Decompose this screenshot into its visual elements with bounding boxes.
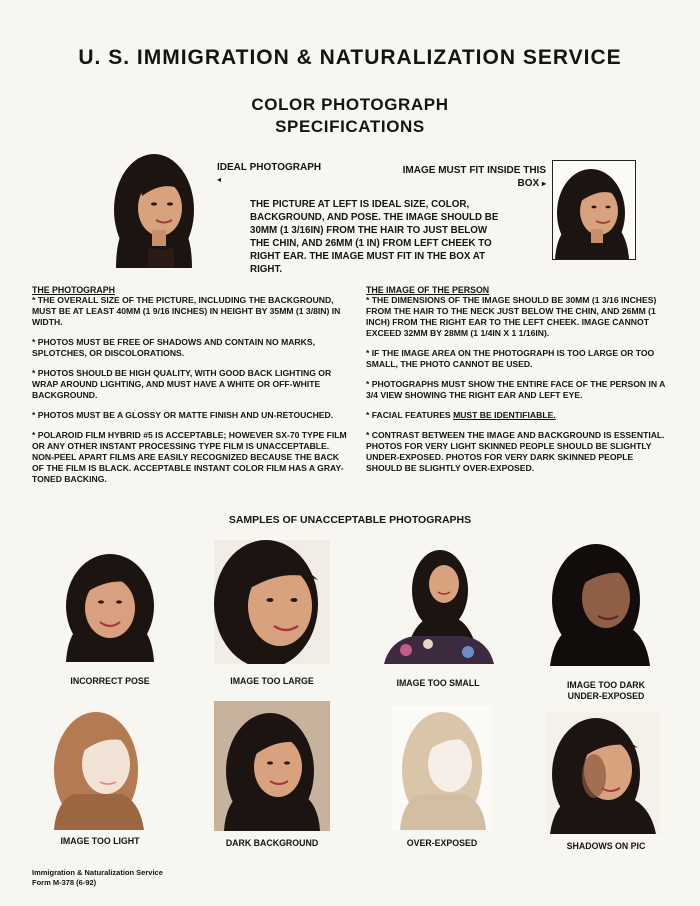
caption-line: UNDER-EXPOSED — [567, 691, 645, 701]
ideal-photograph-label: IDEAL PHOTOGRAPH — [217, 162, 322, 173]
facial-emphasis: MUST BE IDENTIFIABLE. — [453, 410, 556, 420]
form-footer — [32, 868, 163, 888]
photograph-paragraph: * POLAROID FILM HYBRID #5 IS ACCEPTABLE; HOWEVER SX-70 TYPE FILM OR ANY OTHER INSTANT PROCESSING TYPE FILM IS UNACCEPTABLE. NON-PEEL APART FILMS ARE EASILY RECOGNIZED BECAUSE THE BACK OF THE FILM IS BLACK. ACCEPTABLE INSTANT COLOR FILM HAS A GRAY-TONED BACKING. — [32, 430, 347, 484]
footer-agency: Immigration & Naturalization Service — [32, 868, 163, 877]
photograph-paragraph: * PHOTOS SHOULD BE HIGH QUALITY, WITH GOOD BACK LIGHTING OR WRAP AROUND LIGHTING, AND MUST HAVE A WHITE OR OFF-WHITE BACKGROUND. — [32, 368, 332, 400]
ideal-photograph — [102, 150, 202, 268]
sample-over-exposed — [392, 706, 492, 830]
ideal-description: THE PICTURE AT LEFT IS IDEAL SIZE, COLOR, BACKGROUND, AND POSE. THE IMAGE SHOULD BE 30MM (1 3/16IN) FROM THE HAIR TO JUST BELOW THE CHIN, AND 26MM (1 IN) FROM LEFT CHEEK TO RIGHT EAR. THE IMAGE MUST FIT IN THE BOX AT RIGHT. — [250, 199, 499, 275]
sample-image-too-dark — [546, 540, 656, 666]
portrait-sample-3 — [384, 540, 494, 664]
facial-prefix: * FACIAL FEATURES — [366, 410, 454, 420]
arrow-left-icon: ◂ — [217, 175, 222, 184]
caption-line: IMAGE TOO DARK — [566, 680, 646, 690]
person-heading: THE IMAGE OF THE PERSON — [366, 285, 490, 295]
sample-image-too-large — [214, 540, 330, 664]
sample-image-too-small — [384, 540, 494, 664]
photograph-heading: THE PHOTOGRAPH — [32, 285, 115, 295]
portrait-sample-8 — [546, 712, 660, 834]
portrait-sample-7 — [392, 706, 492, 830]
box-label-line-1: IMAGE MUST FIT INSIDE THIS — [402, 165, 546, 176]
arrow-right-icon: ▸ — [541, 179, 546, 188]
sample-incorrect-pose — [58, 550, 162, 662]
caption-image-too-light: IMAGE TOO LIGHT — [60, 836, 140, 846]
person-paragraph: * THE DIMENSIONS OF THE IMAGE SHOULD BE 30MM (1 3/16 INCHES) FROM THE HAIR TO THE NECK JUST BELOW THE CHIN, AND 26MM (1 INCH) FROM THE RIGHT EAR TO THE LEFT CHEEK. IMAGE CANNOT EXCEED 32MM BY 28MM (1 1/4IN X 1 1/16IN). — [366, 295, 657, 338]
person-paragraph: * IF THE IMAGE AREA ON THE PHOTOGRAPH IS TOO LARGE OR TOO SMALL, THE PHOTO CANNOT BE USED. — [366, 348, 655, 369]
portrait-sample-4 — [546, 540, 656, 666]
photograph-section — [32, 285, 352, 494]
caption-image-too-large: IMAGE TOO LARGE — [230, 676, 314, 686]
photograph-paragraph: * THE OVERALL SIZE OF THE PICTURE, INCLUDING THE BACKGROUND, MUST BE AT LEAST 40MM (1 9/16 INCHES) IN HEIGHT BY 35MM (1 3/8IN) IN WIDTH. — [32, 295, 341, 327]
subtitle-line-2: SPECIFICATIONS — [275, 117, 425, 136]
sample-image-too-light — [48, 706, 150, 830]
box-label-line-2: BOX — [517, 178, 540, 189]
photograph-paragraph: * PHOTOS MUST BE FREE OF SHADOWS AND CONTAIN NO MARKS, SPLOTCHES, OR DISCOLORATIONS. — [32, 337, 315, 358]
contrast-paragraph: * CONTRAST BETWEEN THE IMAGE AND BACKGROUND IS ESSENTIAL. PHOTOS FOR VERY LIGHT SKINNED PEOPLE SHOULD BE SLIGHTLY UNDER-EXPOSED. PHOTOS FOR VERY DARK SKINNED PEOPLE SHOULD BE SLIGHTLY OVER-EXPOSED. — [366, 430, 665, 473]
samples-heading: SAMPLES OF UNACCEPTABLE PHOTOGRAPHS — [228, 514, 472, 526]
portrait-sample-1 — [58, 550, 162, 662]
caption-shadows-on-pic: SHADOWS ON PIC — [566, 841, 646, 851]
portrait-sample-2 — [214, 540, 330, 664]
person-paragraph: * PHOTOGRAPHS MUST SHOW THE ENTIRE FACE OF THE PERSON IN A 3/4 VIEW SHOWING THE RIGHT EAR AND LEFT EYE. — [366, 379, 666, 400]
facial-features-paragraph — [366, 410, 668, 421]
person-section — [366, 285, 668, 483]
box-label — [393, 164, 546, 190]
sample-shadows-on-pic — [546, 712, 660, 834]
caption-dark-background: DARK BACKGROUND — [225, 838, 319, 848]
page-title: U. S. IMMIGRATION & NATURALIZATION SERVICE — [78, 46, 622, 69]
photograph-paragraph: * PHOTOS MUST BE A GLOSSY OR MATTE FINISH AND UN-RETOUCHED. — [32, 410, 334, 420]
portrait-sample-5 — [48, 706, 150, 830]
caption-incorrect-pose: INCORRECT POSE — [70, 676, 150, 686]
portrait-sample-6 — [214, 701, 330, 831]
portrait-ideal — [102, 150, 202, 268]
sample-dark-background — [214, 701, 330, 831]
footer-form-number: Form M-378 (6-92) — [32, 878, 97, 887]
caption-image-too-small: IMAGE TOO SMALL — [396, 678, 480, 688]
subtitle-line-1: COLOR PHOTOGRAPH — [251, 95, 449, 114]
caption-over-exposed: OVER-EXPOSED — [406, 838, 478, 848]
portrait-box — [553, 161, 635, 259]
size-box — [552, 160, 636, 260]
caption-image-too-dark — [536, 680, 676, 702]
